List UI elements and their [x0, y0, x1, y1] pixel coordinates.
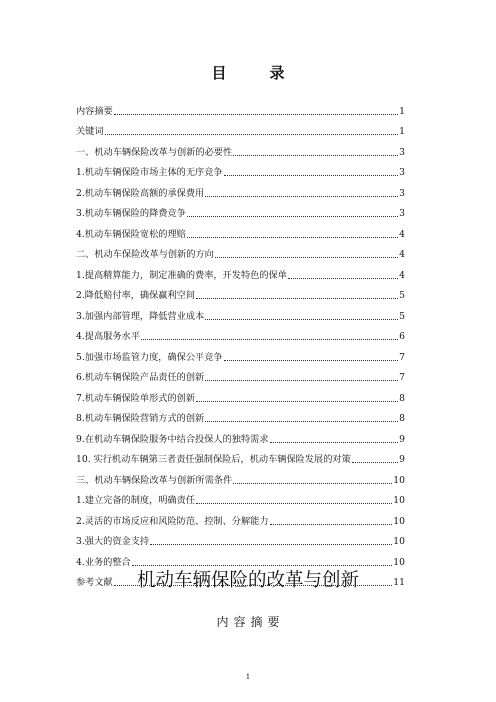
toc-entry-label: 内容摘要 — [76, 105, 113, 117]
toc-entry-label: 参考文献 — [76, 577, 113, 588]
toc-dot-leader — [205, 195, 398, 197]
toc-dot-leader — [196, 502, 392, 504]
toc-entry-label: 三、机动车辆保险改革与创新所需条件 — [76, 474, 233, 486]
toc-entry[interactable] — [76, 364, 405, 385]
toc-dot-leader — [105, 133, 399, 135]
toc-entry-page: 10 — [393, 536, 405, 547]
toc-entry-page: 4 — [399, 269, 405, 281]
toc-entry[interactable] — [76, 323, 405, 344]
toc-entry-label: 2.机动车辆保险高额的承保费用 — [76, 187, 205, 199]
toc-dot-leader — [205, 379, 398, 381]
document-title: 机动车辆保险的改革与创新 — [136, 570, 359, 591]
abstract-heading: 内容摘要 — [216, 615, 285, 629]
toc-dot-leader — [187, 215, 398, 217]
toc-entry-label: 二、机动车保险改革与创新的方向 — [76, 249, 214, 260]
toc-entry[interactable] — [76, 97, 405, 118]
toc-entry-page: 4 — [399, 228, 405, 240]
toc-dot-leader — [224, 359, 399, 361]
toc-entry-page: 10 — [393, 474, 405, 486]
toc-dot-leader — [233, 154, 398, 156]
toc-entry[interactable] — [76, 159, 405, 180]
toc-entry[interactable] — [76, 487, 405, 508]
page-number: 1 — [245, 673, 251, 681]
toc-entry[interactable] — [76, 138, 405, 159]
toc-entry-page: 7 — [399, 351, 405, 363]
toc-entry-page: 1 — [399, 126, 405, 137]
toc-entry-label: 关键词 — [76, 126, 104, 137]
toc-entry[interactable] — [76, 220, 405, 241]
toc-entry[interactable] — [76, 405, 405, 426]
toc-dot-leader — [205, 318, 398, 320]
toc-entry-label: 3.强大的资金支持 — [76, 536, 150, 547]
toc-entry-label: 6.机动车辆保险产品责任的创新 — [76, 372, 205, 383]
toc-entry-page: 5 — [399, 310, 405, 322]
toc-entry[interactable] — [76, 282, 405, 303]
toc-dot-leader — [215, 256, 398, 258]
toc-entry[interactable] — [76, 446, 405, 467]
toc-entry-label: 4.提高服务水平 — [76, 331, 140, 342]
toc-entry-label: 3.机动车辆保险的降费竞争 — [76, 208, 186, 219]
toc-dot-leader — [270, 523, 393, 525]
toc-entry[interactable] — [76, 241, 405, 262]
toc-dot-leader — [288, 277, 398, 279]
toc-entry-label: 2.灵活的市场反应和风险防范、控制、分解能力 — [76, 515, 269, 527]
toc-entry[interactable] — [76, 179, 405, 200]
toc-entry-label: 1.机动车辆保险市场主体的无序竞争 — [76, 167, 223, 178]
toc-dot-leader — [141, 338, 398, 340]
toc-entry-page: 4 — [399, 249, 405, 260]
toc-dot-leader — [205, 420, 398, 422]
toc-entry-page: 11 — [393, 577, 405, 588]
toc-entry[interactable] — [76, 384, 405, 405]
toc-dot-leader — [270, 441, 399, 443]
toc-entry-label: 4.机动车辆保险宽松的理赔 — [76, 228, 186, 240]
toc-dot-leader — [196, 400, 398, 402]
toc-entry[interactable] — [76, 200, 405, 221]
toc-entry-label: 2.降低赔付率，确保赢利空间 — [76, 290, 196, 301]
toc-dot-leader — [233, 482, 392, 484]
toc-entry-page: 9 — [399, 433, 405, 445]
toc-entry[interactable] — [76, 302, 405, 323]
toc-entry[interactable] — [76, 343, 405, 364]
toc-dot-leader — [114, 113, 398, 115]
toc-dot-leader — [150, 543, 392, 545]
toc-entry-label: 10. 实行机动车辆第三者责任强制保险后，机动车辆保险发展的对策 — [76, 454, 351, 465]
toc-entry-page: 3 — [399, 167, 405, 178]
toc-entry[interactable] — [76, 425, 405, 446]
toc-entry-page: 3 — [399, 146, 405, 158]
toc-entry[interactable] — [76, 261, 405, 282]
toc-dot-leader — [196, 297, 398, 299]
toc-entry-label: 4.业务的整合 — [76, 556, 131, 568]
toc-dot-leader — [187, 236, 398, 238]
toc-entry-label: 一、机动车辆保险改革与创新的必要性 — [76, 146, 233, 158]
toc-entry[interactable] — [76, 528, 405, 549]
toc-dot-leader — [224, 174, 399, 176]
toc-title: 目 录 — [211, 64, 299, 82]
table-of-contents — [76, 97, 405, 589]
toc-entry-page: 10 — [393, 556, 405, 568]
toc-entry-label: 1.建立完备的制度，明确责任 — [76, 495, 196, 506]
toc-entry-page: 7 — [399, 372, 405, 383]
toc-entry-page: 6 — [399, 331, 405, 342]
toc-entry-label: 5.加强市场监管力度，确保公平竞争 — [76, 351, 223, 363]
toc-entry-page: 1 — [399, 105, 405, 117]
toc-entry[interactable] — [76, 118, 405, 139]
toc-entry-page: 8 — [399, 392, 405, 404]
toc-entry-label: 8.机动车辆保险营销方式的创新 — [76, 413, 205, 424]
toc-entry-label: 1.提高精算能力，制定准确的费率，开发特色的保单 — [76, 269, 287, 281]
toc-entry-page: 9 — [399, 454, 405, 465]
toc-entry-page: 3 — [399, 187, 405, 199]
toc-entry-label: 3.加强内部管理，降低营业成本 — [76, 310, 205, 322]
toc-entry-page: 5 — [399, 290, 405, 301]
toc-entry-page: 10 — [393, 515, 405, 527]
toc-dot-leader — [352, 461, 398, 463]
toc-entry-page: 3 — [399, 208, 405, 219]
toc-entry-page: 10 — [393, 495, 405, 506]
toc-entry-label: 9.在机动车辆保险服务中结合投保人的独特需求 — [76, 433, 269, 445]
toc-entry-label: 7.机动车辆保险单形式的创新 — [76, 392, 196, 404]
toc-entry-page: 8 — [399, 413, 405, 424]
toc-entry[interactable] — [76, 466, 405, 487]
toc-entry[interactable] — [76, 507, 405, 528]
